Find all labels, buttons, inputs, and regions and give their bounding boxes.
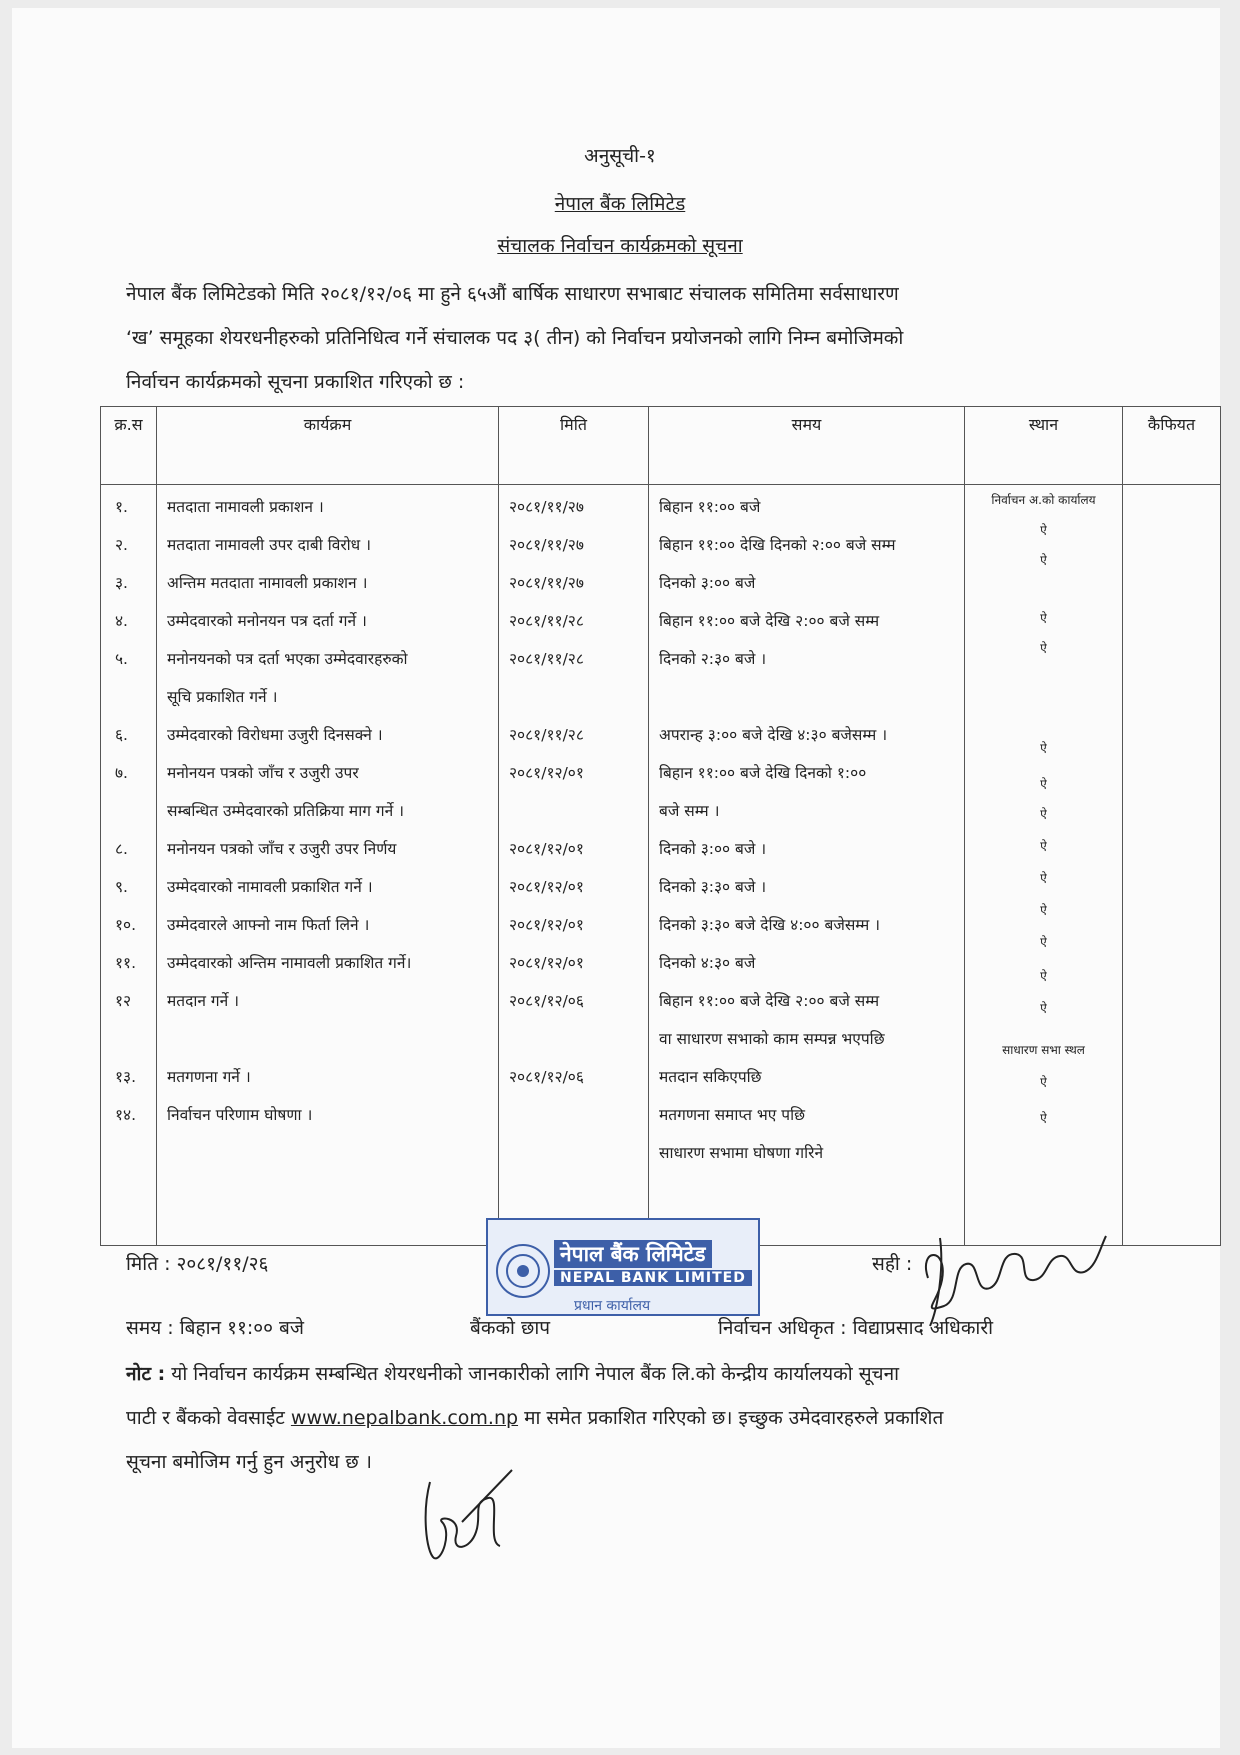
activity-cell: मतदाता नामावली उपर दाबी विरोध । <box>167 536 372 554</box>
note-text-1: यो निर्वाचन कार्यक्रम सम्बन्धित शेयरधनीको जानकारीको लागि नेपाल बैंक लि.को केन्द्रीय कार्यालयको सूचना <box>165 1363 900 1385</box>
time-cell: दिनको ३:०० बजे । <box>659 840 767 858</box>
time-cell: दिनको ४:३० बजे <box>659 954 756 972</box>
notice-time: समय : बिहान ११:०० बजे <box>126 1317 304 1339</box>
note-line-2 <box>126 1404 943 1430</box>
header-sn: क्र.स <box>101 407 157 485</box>
ditto-mark: ऐ <box>1040 871 1047 885</box>
time-cell: दिनको ३:३० बजे देखि ४:०० बजेसम्म । <box>659 916 881 934</box>
date-cell: २०८१/१२/०१ <box>509 878 584 896</box>
initials-signature <box>412 1462 522 1572</box>
activity-cell: सूचि प्रकाशित गर्ने । <box>167 688 278 706</box>
note-line-1 <box>126 1360 899 1386</box>
time-cell: बिहान ११:०० बजे देखि २:०० बजे सम्म <box>659 612 880 630</box>
date-cell: २०८१/११/२७ <box>509 574 584 592</box>
sn-cell: १०. <box>115 916 137 934</box>
annex-label: अनुसूची-१ <box>584 145 656 167</box>
ditto-mark: ऐ <box>1040 935 1047 949</box>
time-cell: मतदान सकिएपछि <box>659 1068 762 1086</box>
date-cell: २०८१/१२/०१ <box>509 916 584 934</box>
time-cell: वा साधारण सभाको काम सम्पन्न भएपछि <box>659 1030 885 1048</box>
sn-cell: ७. <box>115 764 128 782</box>
time-cell: दिनको २:३० बजे । <box>659 650 767 668</box>
election-officer: निर्वाचन अधिकृत : विद्याप्रसाद अधिकारी <box>718 1317 994 1339</box>
bank-stamp <box>486 1218 760 1316</box>
bank-seal-label: बैंकको छाप <box>470 1317 551 1339</box>
table-header-row <box>101 407 1221 485</box>
header-activity: कार्यक्रम <box>157 407 499 485</box>
stamp-office: प्रधान कार्यालय <box>574 1298 651 1314</box>
ditto-mark: ऐ <box>1040 641 1047 655</box>
time-cell: दिनको ३:३० बजे । <box>659 878 767 896</box>
date-cell: २०८१/११/२७ <box>509 536 584 554</box>
sn-cell: ८. <box>115 840 128 858</box>
intro-line-1: नेपाल बैंक लिमिटेडको मिति २०८१/१२/०६ मा हुने ६५औं बार्षिक साधारण सभाबाट संचालक समितिमा सर्वसाधारण <box>126 283 899 305</box>
time-cell: बिहान ११:०० देखि दिनको २:०० बजे सम्म <box>659 536 896 554</box>
sn-cell: १२ <box>115 992 132 1010</box>
ditto-mark: ऐ <box>1040 741 1047 755</box>
date-column <box>499 485 649 1246</box>
notice-date: मिति : २०८१/११/२६ <box>126 1253 269 1275</box>
place-cell: निर्वाचन अ.को कार्यालय <box>991 493 1096 507</box>
sn-cell: ४. <box>115 612 128 630</box>
note-text-2a: पाटी र बैंकको वेवसाईट <box>126 1407 291 1429</box>
sn-cell: १४. <box>115 1106 137 1124</box>
bank-name-heading: नेपाल बैंक लिमिटेड <box>554 193 686 215</box>
activity-cell: मतदाता नामावली प्रकाशन । <box>167 498 324 516</box>
intro-line-2: ‘ख’ समूहका शेयरधनीहरुको प्रतिनिधित्व गर्ने संचालक पद ३( तीन) को निर्वाचन प्रयोजनको लागि निम्न बमोजिमको <box>126 327 904 349</box>
sn-column <box>101 485 157 1246</box>
activity-cell: मतदान गर्ने । <box>167 992 240 1010</box>
sn-cell: १. <box>115 498 128 516</box>
note-line-3: सूचना बमोजिम गर्नु हुन अनुरोध छ । <box>126 1451 372 1473</box>
ditto-mark: ऐ <box>1040 1111 1047 1125</box>
intro-line-3: निर्वाचन कार्यक्रमको सूचना प्रकाशित गरिएको छ : <box>126 371 465 393</box>
ditto-mark: ऐ <box>1040 523 1047 537</box>
time-cell: बजे सम्म । <box>659 802 720 820</box>
ditto-mark: ऐ <box>1040 553 1047 567</box>
sn-cell: ३. <box>115 574 128 592</box>
date-cell: २०८१/११/२८ <box>509 612 584 630</box>
activity-cell: उम्मेदवारको मनोनयन पत्र दर्ता गर्ने । <box>167 612 367 630</box>
signature-label: सही : <box>872 1253 913 1275</box>
time-cell: साधारण सभामा घोषणा गरिने <box>659 1144 824 1162</box>
website-link[interactable]: www.nepalbank.com.np <box>290 1407 519 1429</box>
time-column <box>649 485 965 1246</box>
header-place: स्थान <box>965 407 1123 485</box>
date-cell: २०८१/१२/०६ <box>509 1068 584 1086</box>
remarks-column <box>1123 485 1221 1246</box>
activity-cell: मनोनयन पत्रको जाँच र उजुरी उपर निर्णय <box>167 840 397 858</box>
date-cell: २०८१/११/२८ <box>509 726 584 744</box>
date-cell: २०८१/१२/०१ <box>509 954 584 972</box>
ditto-mark: ऐ <box>1040 1075 1047 1089</box>
ditto-mark: ऐ <box>1040 1001 1047 1015</box>
ditto-mark: ऐ <box>1040 807 1047 821</box>
election-schedule-table <box>100 406 1221 1246</box>
sn-cell: १३. <box>115 1068 137 1086</box>
bank-seal-icon <box>496 1244 550 1298</box>
time-cell: बिहान ११:०० बजे <box>659 498 761 516</box>
sn-cell: ९. <box>115 878 128 896</box>
activity-cell: उम्मेदवारको विरोधमा उजुरी दिनसक्ने । <box>167 726 383 744</box>
activity-column <box>157 485 499 1246</box>
date-cell: २०८१/१२/०१ <box>509 764 584 782</box>
time-cell: मतगणना समाप्त भए पछि <box>659 1106 805 1124</box>
activity-cell: उम्मेदवारले आफ्नो नाम फिर्ता लिने । <box>167 916 370 934</box>
note-label: नोट : <box>126 1363 166 1385</box>
ditto-mark: ऐ <box>1040 969 1047 983</box>
stamp-name-np: नेपाल बैंक लिमिटेड <box>554 1240 712 1268</box>
activity-cell: मतगणना गर्ने । <box>167 1068 251 1086</box>
header-date: मिति <box>499 407 649 485</box>
time-cell: बिहान ११:०० बजे देखि दिनको १:०० <box>659 764 867 782</box>
sn-cell: ६. <box>115 726 128 744</box>
date-cell: २०८१/११/२८ <box>509 650 584 668</box>
date-cell: २०८१/१२/०१ <box>509 840 584 858</box>
place-cell: साधारण सभा स्थल <box>1002 1043 1085 1057</box>
date-cell: २०८१/११/२७ <box>509 498 584 516</box>
activity-cell: निर्वाचन परिणाम घोषणा । <box>167 1106 313 1124</box>
ditto-mark: ऐ <box>1040 839 1047 853</box>
ditto-mark: ऐ <box>1040 903 1047 917</box>
activity-cell: मनोनयन पत्रको जाँच र उजुरी उपर <box>167 764 359 782</box>
stamp-name-en: NEPAL BANK LIMITED <box>554 1270 752 1286</box>
table-body-row <box>101 485 1221 1246</box>
sn-cell: ५. <box>115 650 128 668</box>
notice-title: संचालक निर्वाचन कार्यक्रमको सूचना <box>497 235 743 257</box>
time-cell: दिनको ३:०० बजे <box>659 574 756 592</box>
header-remarks: कैफियत <box>1123 407 1221 485</box>
activity-cell: सम्बन्धित उम्मेदवारको प्रतिक्रिया माग गर्ने । <box>167 802 405 820</box>
time-cell: अपरान्ह ३:०० बजे देखि ४:३० बजेसम्म । <box>659 726 888 744</box>
activity-cell: उम्मेदवारको अन्तिम नामावली प्रकाशित गर्ने। <box>167 954 412 972</box>
sn-cell: ११. <box>115 954 137 972</box>
ditto-mark: ऐ <box>1040 611 1047 625</box>
date-cell: २०८१/१२/०६ <box>509 992 584 1010</box>
ditto-mark: ऐ <box>1040 777 1047 791</box>
header-time: समय <box>649 407 965 485</box>
activity-cell: अन्तिम मतदाता नामावली प्रकाशन । <box>167 574 368 592</box>
place-column <box>965 485 1123 1246</box>
activity-cell: मनोनयनको पत्र दर्ता भएका उम्मेदवारहरुको <box>167 650 408 668</box>
note-text-2b: मा समेत प्रकाशित गरिएको छ। इच्छुक उमेदवारहरुले प्रकाशित <box>518 1407 944 1429</box>
time-cell: बिहान ११:०० बजे देखि २:०० बजे सम्म <box>659 992 880 1010</box>
activity-cell: उम्मेदवारको नामावली प्रकाशित गर्ने । <box>167 878 373 896</box>
sn-cell: २. <box>115 536 128 554</box>
